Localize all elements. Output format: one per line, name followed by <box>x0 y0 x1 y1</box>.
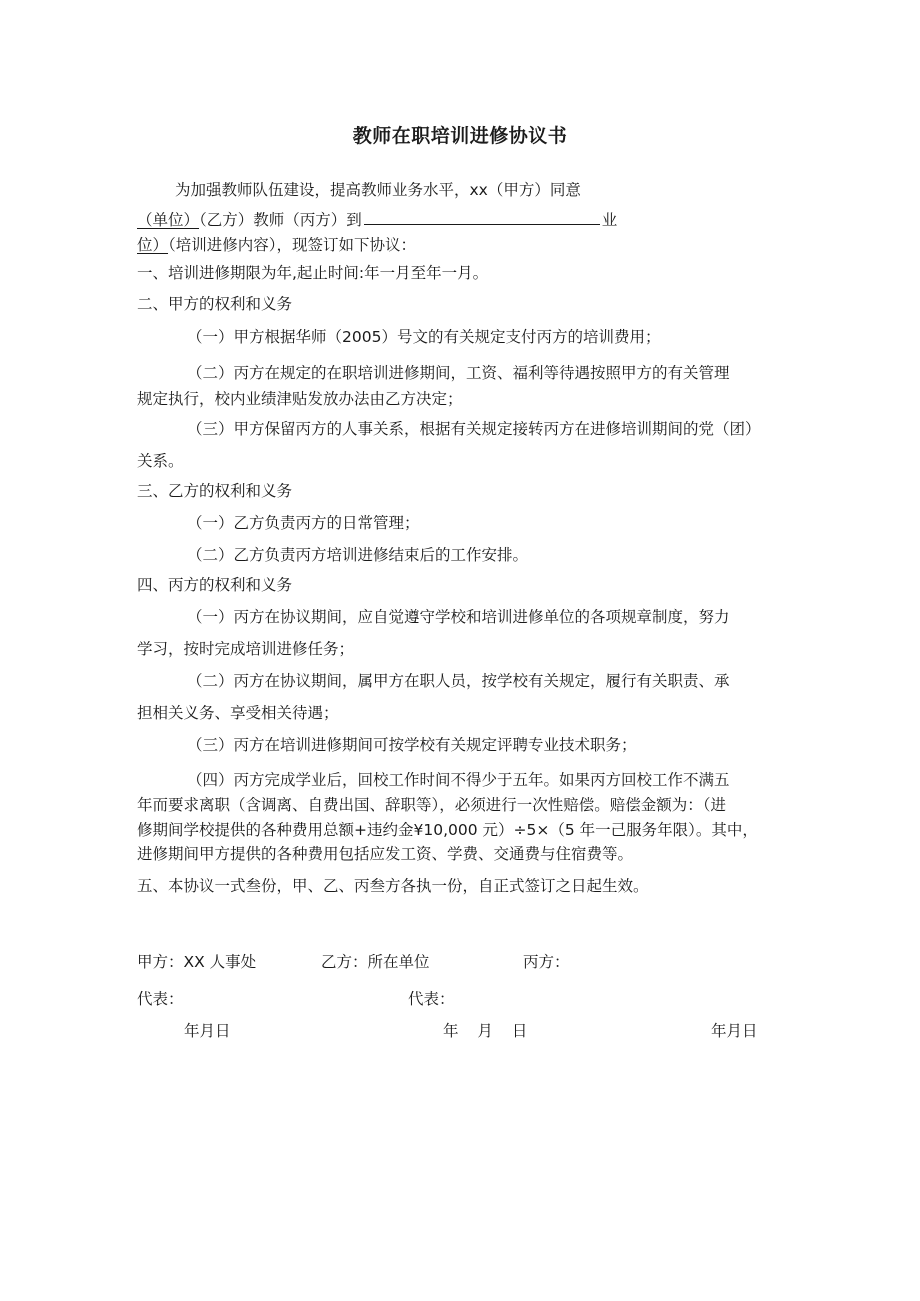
section-4-heading: 四、丙方的权利和义务 <box>137 576 293 594</box>
section-2-item-1: （一）甲方根据华师（2005）号文的有关规定支付丙方的培训费用； <box>187 328 661 346</box>
section-2-heading: 二、甲方的权利和义务 <box>137 295 293 313</box>
intro-line-2-mid: （乙方）教师（丙方）到 <box>199 211 362 229</box>
intro-line-2-end: 业 <box>601 211 618 229</box>
party-b-label: 乙方：所在单位 <box>321 953 430 971</box>
section-5: 五、本协议一式叁份，甲、乙、丙叁方各执一份，自正式签订之日起生效。 <box>137 877 649 895</box>
unit-label: （单位） <box>137 211 200 229</box>
representative-b-label: 代表： <box>408 990 455 1008</box>
representative-a-label: 代表： <box>137 990 184 1008</box>
blank-field <box>364 208 600 225</box>
section-4-item-1-line-2: 学习，按时完成培训进修任务； <box>137 640 355 658</box>
date-c: 年月日 <box>711 1022 758 1040</box>
intro-line-3 <box>137 235 416 255</box>
section-4-item-4-line-2: 年而要求离职（含调离、自费出国、辞职等），必须进行一次性赔偿。赔偿金额为：（进 <box>137 796 727 814</box>
unit-label-cont: 位） <box>137 236 169 254</box>
intro-line-3-rest: （培训进修内容），现签订如下协议： <box>168 236 417 254</box>
section-4-item-1-line-1: （一）丙方在协议期间，应自觉遵守学校和培训进修单位的各项规章制度，努力 <box>187 608 730 626</box>
section-4-item-3: （三）丙方在培训进修期间可按学校有关规定评聘专业技术职务； <box>187 736 637 754</box>
section-4-item-2-line-2: 担相关义务、享受相关待遇； <box>137 704 339 722</box>
date-b: 年 月 日 <box>443 1022 528 1040</box>
intro-line-1: 为加强教师队伍建设，提高教师业务水平，xx（甲方）同意 <box>175 181 581 199</box>
document-title: 教师在职培训进修协议书 <box>352 125 568 147</box>
intro-line-2 <box>137 208 617 230</box>
party-c-label: 丙方： <box>523 953 570 971</box>
section-4-item-4-line-3: 修期间学校提供的各种费用总额+违约金¥10,000 元）÷5×（5 年一己服务年限）。其中， <box>137 821 758 839</box>
section-2-item-3-line-2: 关系。 <box>137 452 184 470</box>
section-3-item-1: （一）乙方负责丙方的日常管理； <box>187 514 420 532</box>
party-a-label: 甲方：XX 人事处 <box>137 953 257 971</box>
section-1: 一、培训进修期限为年,起止时间:年一月至年一月。 <box>137 264 489 282</box>
section-4-item-2-line-1: （二）丙方在协议期间，属甲方在职人员，按学校有关规定，履行有关职责、承 <box>187 672 730 690</box>
section-2-item-3-line-1: （三）甲方保留丙方的人事关系，根据有关规定接转丙方在进修培训期间的党（团） <box>187 420 761 438</box>
date-a: 年月日 <box>184 1022 231 1040</box>
section-3-item-2: （二）乙方负责丙方培训进修结束后的工作安排。 <box>187 546 529 564</box>
section-4-item-4-line-4: 进修期间甲方提供的各种费用包括应发工资、学费、交通费与住宿费等。 <box>137 845 634 863</box>
section-3-heading: 三、乙方的权利和义务 <box>137 482 293 500</box>
section-2-item-2-line-2: 规定执行，校内业绩津贴发放办法由乙方决定； <box>137 390 463 408</box>
section-2-item-2-line-1: （二）丙方在规定的在职培训进修期间，工资、福利等待遇按照甲方的有关管理 <box>187 364 730 382</box>
section-4-item-4-line-1: （四）丙方完成学业后，回校工作时间不得少于五年。如果丙方回校工作不满五 <box>187 771 730 789</box>
